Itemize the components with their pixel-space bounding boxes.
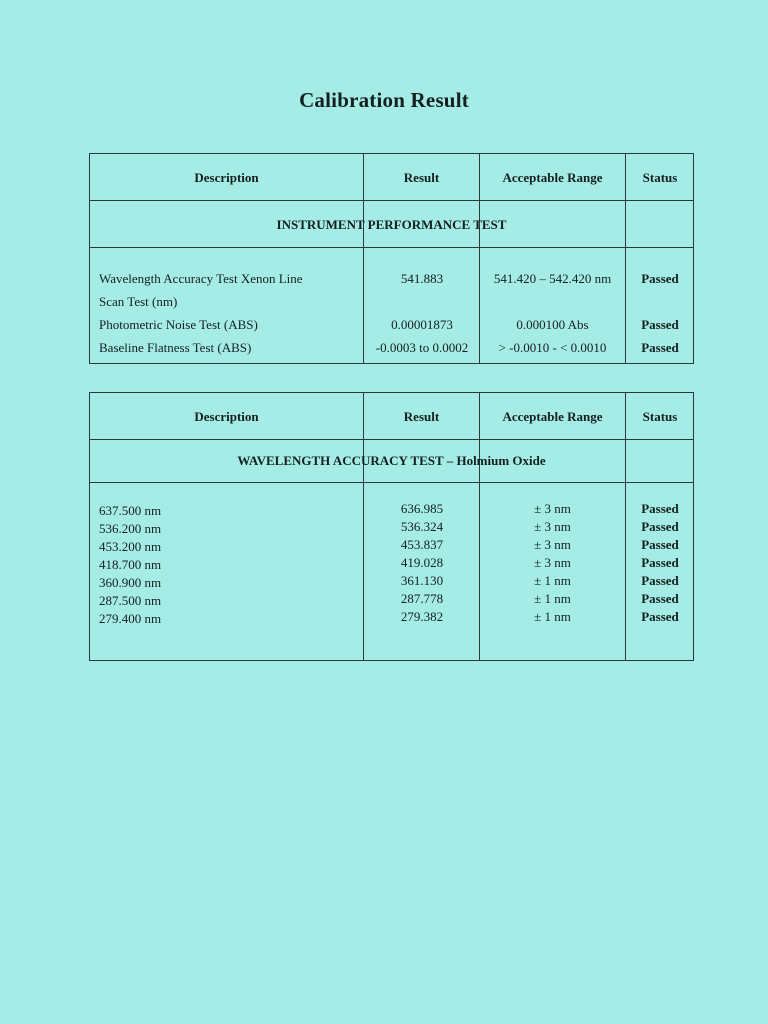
wavelength-accuracy-table xyxy=(89,392,694,661)
row-description: Photometric Noise Test (ABS) xyxy=(99,317,258,332)
header-status: Status xyxy=(642,170,678,185)
page-title: Calibration Result xyxy=(299,88,469,112)
row-status: Passed xyxy=(641,555,679,570)
row-acceptable-range: > -0.0010 - < 0.0010 xyxy=(498,340,607,355)
row-result: 279.382 xyxy=(400,609,444,624)
row-status: Passed xyxy=(641,537,679,552)
row-result: 0.00001873 xyxy=(391,317,453,332)
section-title: INSTRUMENT PERFORMANCE TEST xyxy=(90,217,693,233)
row-description: 637.500 nm xyxy=(99,503,162,518)
row-status: Passed xyxy=(641,573,679,588)
row-result: 287.778 xyxy=(400,591,444,606)
row-description: 536.200 nm xyxy=(99,521,162,536)
row-status: Passed xyxy=(641,317,679,332)
row-status: Passed xyxy=(641,591,679,606)
row-result: 636.985 xyxy=(400,501,444,516)
row-acceptable-range: ± 3 nm xyxy=(534,537,571,552)
row-result: 536.324 xyxy=(400,519,444,534)
row-description: 418.700 nm xyxy=(99,557,162,572)
header-result: Result xyxy=(403,409,440,424)
row-description-continued: Scan Test (nm) xyxy=(99,294,178,309)
header-acceptable-range: Acceptable Range xyxy=(502,409,603,424)
row-description: Wavelength Accuracy Test Xenon Line xyxy=(99,271,303,286)
row-acceptable-range: 541.420 – 542.420 nm xyxy=(493,271,612,286)
row-status: Passed xyxy=(641,271,679,286)
header-description: Description xyxy=(194,409,259,424)
header-result: Result xyxy=(403,170,440,185)
row-description: 279.400 nm xyxy=(99,611,162,626)
header-acceptable-range: Acceptable Range xyxy=(502,170,603,185)
row-status: Passed xyxy=(641,340,679,355)
row-status: Passed xyxy=(641,519,679,534)
row-acceptable-range: ± 3 nm xyxy=(534,501,571,516)
row-description: 287.500 nm xyxy=(99,593,162,608)
row-result: 541.883 xyxy=(400,271,444,286)
row-acceptable-range: ± 3 nm xyxy=(534,555,571,570)
row-acceptable-range: ± 1 nm xyxy=(534,591,571,606)
row-status: Passed xyxy=(641,501,679,516)
row-description: Baseline Flatness Test (ABS) xyxy=(99,340,252,355)
row-result: 361.130 xyxy=(400,573,444,588)
section-title: WAVELENGTH ACCURACY TEST – Holmium Oxide xyxy=(237,453,546,468)
row-status: Passed xyxy=(641,609,679,624)
row-acceptable-range: ± 1 nm xyxy=(534,573,571,588)
row-result: -0.0003 to 0.0002 xyxy=(375,340,469,355)
instrument-performance-table xyxy=(89,153,694,364)
row-description: 453.200 nm xyxy=(99,539,162,554)
header-description: Description xyxy=(194,170,259,185)
row-result: 453.837 xyxy=(400,537,444,552)
row-acceptable-range: 0.000100 Abs xyxy=(516,317,589,332)
row-acceptable-range: ± 3 nm xyxy=(534,519,571,534)
row-acceptable-range: ± 1 nm xyxy=(534,609,571,624)
row-description: 360.900 nm xyxy=(99,575,162,590)
header-status: Status xyxy=(642,409,678,424)
row-result: 419.028 xyxy=(400,555,444,570)
